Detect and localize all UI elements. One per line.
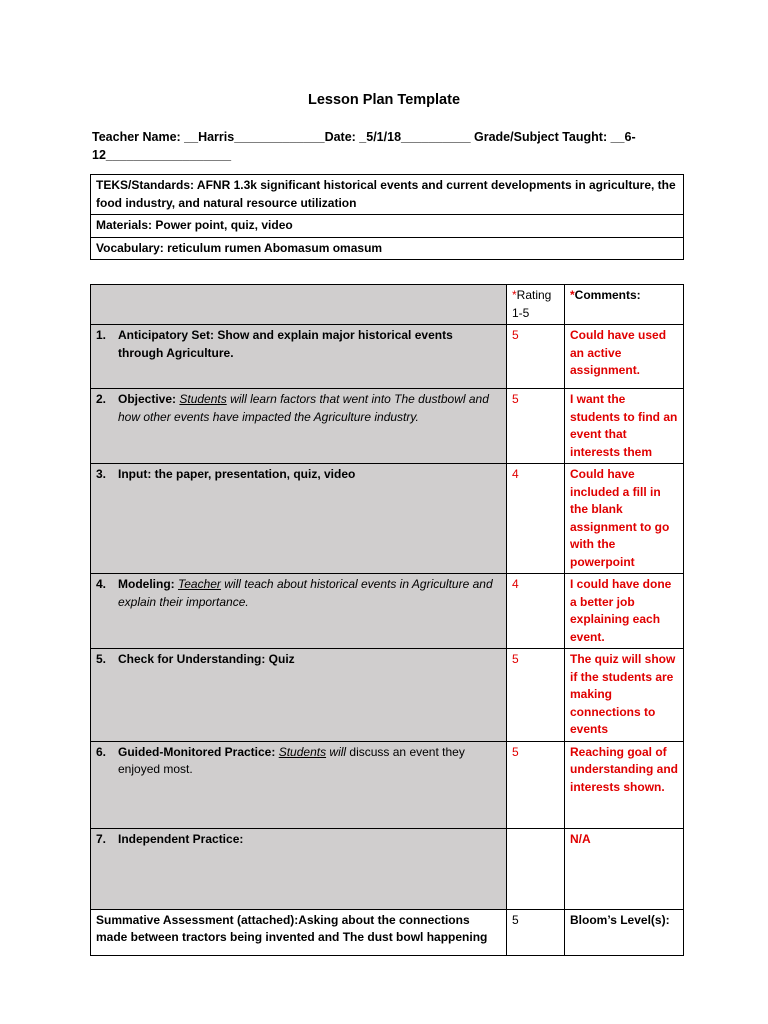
item-rest: discuss an event they enjoyed most.: [118, 744, 465, 776]
teks-cell: TEKS/Standards: AFNR 1.3k significant historical events and current developments in agriculture, the food industry, and natural resource utilization: [91, 175, 684, 215]
comment-cell: Reaching goal of understanding and interests shown.: [565, 741, 684, 828]
comment-cell: I could have done a better job explaining each event.: [565, 574, 684, 649]
blooms-level: Bloom’s Level(s):: [565, 909, 684, 955]
item-cell: [91, 741, 507, 828]
table-header-row: [91, 285, 684, 325]
item-text: Anticipatory Set: Show and explain major historical events through Agriculture.: [118, 328, 453, 360]
item-label: Objective:: [118, 392, 177, 406]
item-label: Modeling:: [118, 577, 175, 591]
comment-cell: Could have included a fill in the blank assignment to go with the powerpoint: [565, 464, 684, 574]
summative-rating: 5: [507, 909, 565, 955]
teacher-info: [92, 128, 652, 164]
comments-header: [565, 285, 684, 325]
item-number: 5.: [96, 652, 107, 666]
teacher-info-line1: Teacher Name: __Harris_____________Date: _5/1/18__________ Grade/Subject Taught: __6-: [92, 130, 636, 144]
item-subject: Students: [179, 392, 227, 406]
item-cell: [91, 574, 507, 649]
table-row: [91, 741, 684, 828]
item-label: Guided-Monitored Practice:: [118, 744, 276, 759]
table-row: [91, 649, 684, 742]
materials-cell: Materials: Power point, quiz, video: [91, 215, 684, 238]
item-number: 2.: [96, 392, 107, 406]
item-number: 1.: [96, 328, 107, 342]
table-row: [91, 828, 684, 909]
comment-cell: The quiz will show if the students are making connections to events: [565, 649, 684, 742]
item-rest: will learn factors that went into The dustbowl and how other events have impacted the Agriculture industry.: [118, 392, 489, 424]
header-blank-cell: [91, 285, 507, 325]
item-text: Check for Understanding: Quiz: [118, 652, 295, 666]
item-text: Independent Practice:: [118, 831, 244, 846]
rating-cell: 4: [507, 574, 565, 649]
rating-cell: 5: [507, 741, 565, 828]
rating-header-label: Rating 1-5: [512, 288, 552, 320]
rating-cell: 5: [507, 389, 565, 464]
item-number: 7.: [96, 831, 107, 846]
rating-cell: [507, 828, 565, 909]
item-number: 3.: [96, 467, 107, 481]
table-row: [91, 325, 684, 389]
materials-row: [91, 215, 684, 238]
summative-cell: Summative Assessment (attached):Asking about the connections made between tractors being invented and The dust bowl happening: [91, 909, 507, 955]
comments-star: *: [570, 288, 575, 302]
page-title: Lesson Plan Template: [307, 92, 461, 108]
table-row: [91, 389, 684, 464]
lesson-plan-table: [90, 284, 684, 956]
vocabulary-row: [91, 237, 684, 260]
rating-cell: 5: [507, 649, 565, 742]
comments-header-label: Comments:: [574, 288, 641, 302]
item-cell: [91, 389, 507, 464]
rating-star: *: [512, 288, 517, 302]
summative-row: [91, 909, 684, 955]
vocabulary-cell: Vocabulary: reticulum rumen Abomasum omasum: [91, 237, 684, 260]
comment-cell: Could have used an active assignment.: [565, 325, 684, 389]
item-cell: [91, 464, 507, 574]
item-text: [118, 576, 498, 611]
item-subject: Students: [278, 744, 327, 759]
item-rest: will teach about historical events in Agriculture and explain their importance.: [118, 577, 493, 609]
item-text: Input: the paper, presentation, quiz, video: [118, 467, 356, 481]
item-subject: Teacher: [178, 577, 221, 591]
rating-cell: 4: [507, 464, 565, 574]
item-text: [118, 744, 498, 779]
comment-cell: I want the students to find an event that interests them: [565, 389, 684, 464]
item-number: 6.: [96, 744, 107, 759]
standards-table: [90, 174, 684, 260]
item-cell: [91, 828, 507, 909]
item-verb: will: [326, 744, 347, 759]
standards-row: [91, 175, 684, 215]
rating-header: [507, 285, 565, 325]
item-number: 4.: [96, 577, 107, 591]
table-row: [91, 574, 684, 649]
item-cell: [91, 325, 507, 389]
item-cell: [91, 649, 507, 742]
teacher-info-line2: 12__________________: [92, 148, 232, 162]
comment-cell: N/A: [565, 828, 684, 909]
table-row: [91, 464, 684, 574]
item-text: [118, 391, 498, 426]
rating-cell: 5: [507, 325, 565, 389]
